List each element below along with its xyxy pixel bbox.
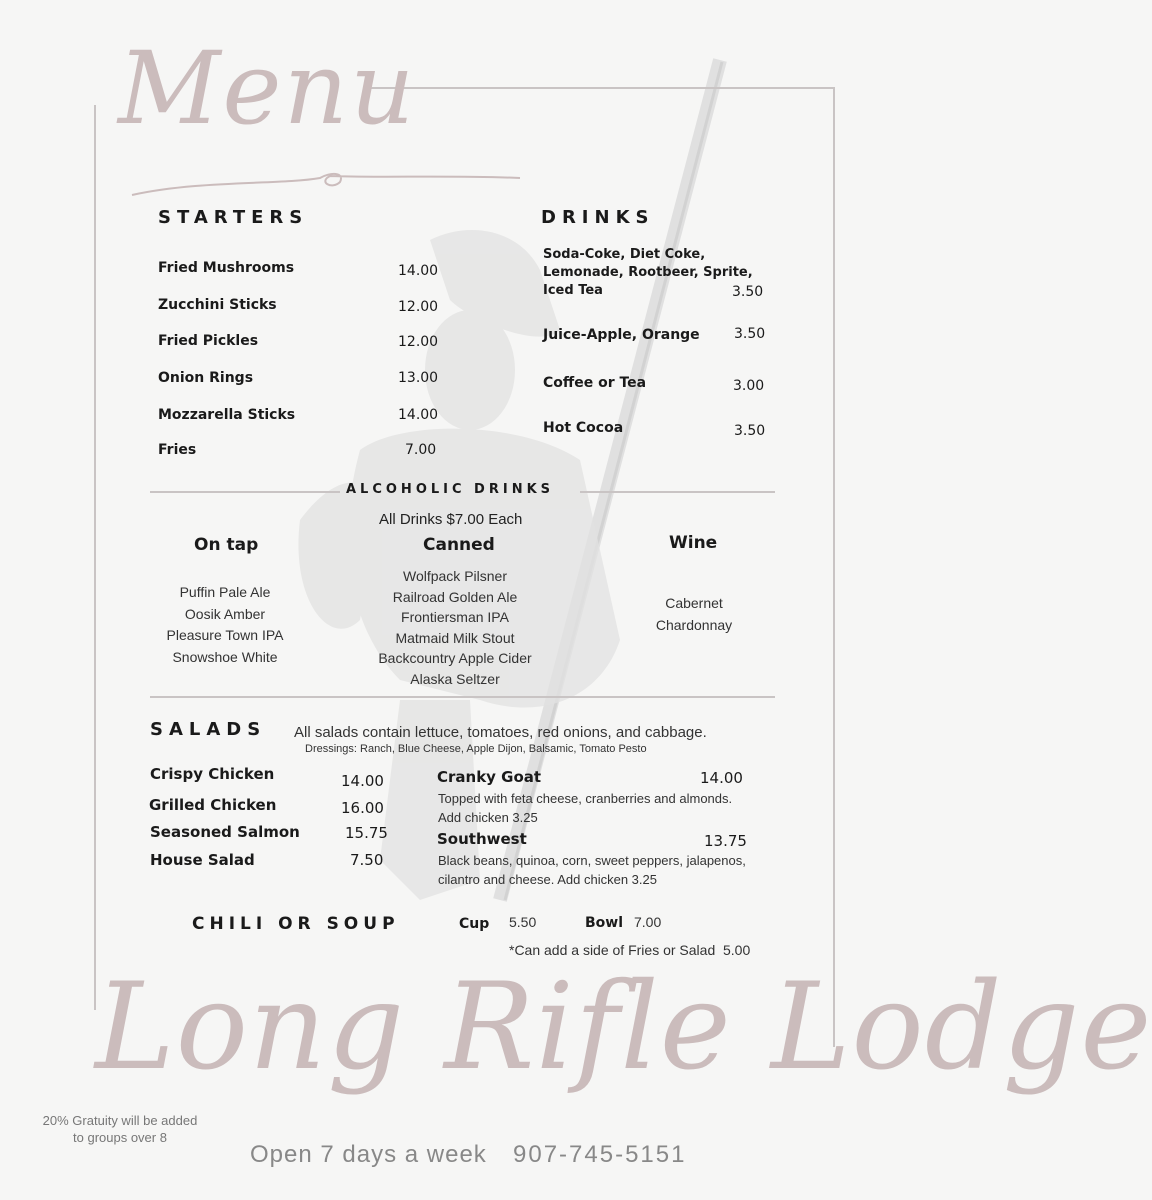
gratuity-line: to groups over 8 bbox=[73, 1130, 167, 1145]
list-item: Alaska Seltzer bbox=[410, 670, 500, 687]
list-item: Oosik Amber bbox=[184, 605, 266, 622]
list-item: Wolfpack Pilsner bbox=[402, 568, 507, 584]
frame-right-line bbox=[833, 87, 835, 1047]
cup-label: Cup bbox=[459, 916, 490, 932]
list-item: Mozzarella Sticks bbox=[158, 407, 296, 423]
item-price: 14.00 bbox=[398, 263, 439, 279]
phone-number: 907-745-5151 bbox=[513, 1141, 687, 1168]
description-line: Topped with feta cheese, cranberries and almonds. bbox=[438, 791, 733, 806]
gratuity-line: 20% Gratuity will be added bbox=[42, 1113, 198, 1128]
item-price: 3.00 bbox=[733, 378, 765, 394]
salads-note: All salads contain lettuce, tomatoes, red onions, and cabbage. bbox=[294, 724, 707, 741]
item-price: 15.75 bbox=[345, 824, 388, 842]
list-item: Frontiersman IPA bbox=[401, 609, 509, 625]
list-item: Crispy Chicken bbox=[150, 765, 275, 783]
item-price: 3.50 bbox=[734, 423, 766, 439]
item-price: 14.00 bbox=[700, 769, 743, 787]
canned-label: Canned bbox=[423, 535, 495, 555]
on-tap-list bbox=[145, 582, 305, 668]
item-price: 14.00 bbox=[341, 772, 384, 790]
list-item: Coffee or Tea bbox=[543, 375, 647, 391]
frame-top-line bbox=[365, 87, 835, 89]
list-item: Fried Pickles bbox=[158, 333, 259, 349]
list-item: Juice-Apple, Orange bbox=[543, 327, 700, 343]
drinks-heading: DRINKS bbox=[541, 207, 655, 228]
wine-label: Wine bbox=[669, 533, 718, 553]
divider-right-1 bbox=[580, 491, 775, 493]
on-tap-label: On tap bbox=[194, 535, 259, 555]
list-item: Soda-Coke, Diet Coke, Lemonade, Rootbeer, Sprite, Iced Tea bbox=[543, 247, 753, 298]
list-item: Zucchini Sticks bbox=[158, 297, 277, 313]
item-price: 7.00 bbox=[405, 442, 437, 458]
list-item: Hot Cocoa bbox=[543, 420, 624, 436]
item-price: 12.00 bbox=[398, 334, 439, 350]
list-item: Cabernet bbox=[665, 595, 723, 611]
canned-list bbox=[360, 566, 550, 689]
wine-list bbox=[634, 592, 754, 636]
description-line: Add chicken 3.25 bbox=[438, 810, 538, 825]
divider-2 bbox=[150, 696, 775, 698]
item-price: 14.00 bbox=[398, 407, 439, 423]
item-description bbox=[438, 851, 746, 889]
list-item: House Salad bbox=[150, 851, 255, 869]
bowl-price: 7.00 bbox=[634, 914, 662, 930]
item-description bbox=[438, 789, 732, 827]
list-item: Railroad Golden Ale bbox=[392, 588, 518, 605]
alcoholic-note: All Drinks $7.00 Each bbox=[379, 511, 523, 528]
chili-note: *Can add a side of Fries or Salad 5.00 bbox=[509, 942, 751, 958]
salads-heading: SALADS bbox=[150, 719, 267, 740]
frame-left-line bbox=[94, 105, 96, 1010]
starters-heading: STARTERS bbox=[158, 207, 309, 228]
chili-heading: CHILI OR SOUP bbox=[192, 914, 400, 934]
item-price: 13.00 bbox=[398, 370, 439, 386]
salads-dressings: Dressings: Ranch, Blue Cheese, Apple Dijon, Balsamic, Tomato Pesto bbox=[305, 743, 647, 755]
list-item: Backcountry Apple Cider bbox=[378, 650, 532, 666]
description-line: Black beans, quinoa, corn, sweet peppers, jalapenos, bbox=[438, 853, 746, 868]
list-item: Snowshoe White bbox=[172, 648, 278, 665]
list-item: Chardonnay bbox=[655, 617, 733, 633]
description-line: cilantro and cheese. Add chicken 3.25 bbox=[438, 872, 657, 887]
alcoholic-heading: ALCOHOLIC DRINKS bbox=[346, 482, 555, 497]
list-item: Fries bbox=[158, 442, 197, 458]
item-price: 3.50 bbox=[732, 284, 764, 300]
list-item: Matmaid Milk Stout bbox=[395, 629, 515, 646]
lodge-name: Long Rifle Lodge bbox=[95, 958, 1152, 1097]
list-item: Fried Mushrooms bbox=[158, 260, 295, 276]
list-item: Seasoned Salmon bbox=[150, 823, 300, 841]
divider-left-1 bbox=[150, 491, 340, 493]
gratuity-note bbox=[20, 1112, 220, 1146]
item-price: 13.75 bbox=[704, 832, 747, 850]
hours-text: Open 7 days a week bbox=[250, 1141, 487, 1168]
item-price: 3.50 bbox=[734, 326, 766, 342]
cup-price: 5.50 bbox=[509, 914, 537, 930]
list-item: Southwest bbox=[437, 830, 527, 848]
bowl-label: Bowl bbox=[585, 915, 624, 931]
list-item: Grilled Chicken bbox=[149, 796, 277, 814]
list-item: Onion Rings bbox=[158, 370, 254, 386]
item-price: 16.00 bbox=[341, 799, 384, 817]
list-item: Puffin Pale Ale bbox=[179, 584, 271, 600]
item-price: 7.50 bbox=[350, 851, 384, 869]
list-item: Cranky Goat bbox=[437, 768, 542, 786]
item-price: 12.00 bbox=[398, 299, 439, 315]
menu-title: Menu bbox=[118, 30, 417, 147]
list-item: Pleasure Town IPA bbox=[166, 627, 284, 643]
